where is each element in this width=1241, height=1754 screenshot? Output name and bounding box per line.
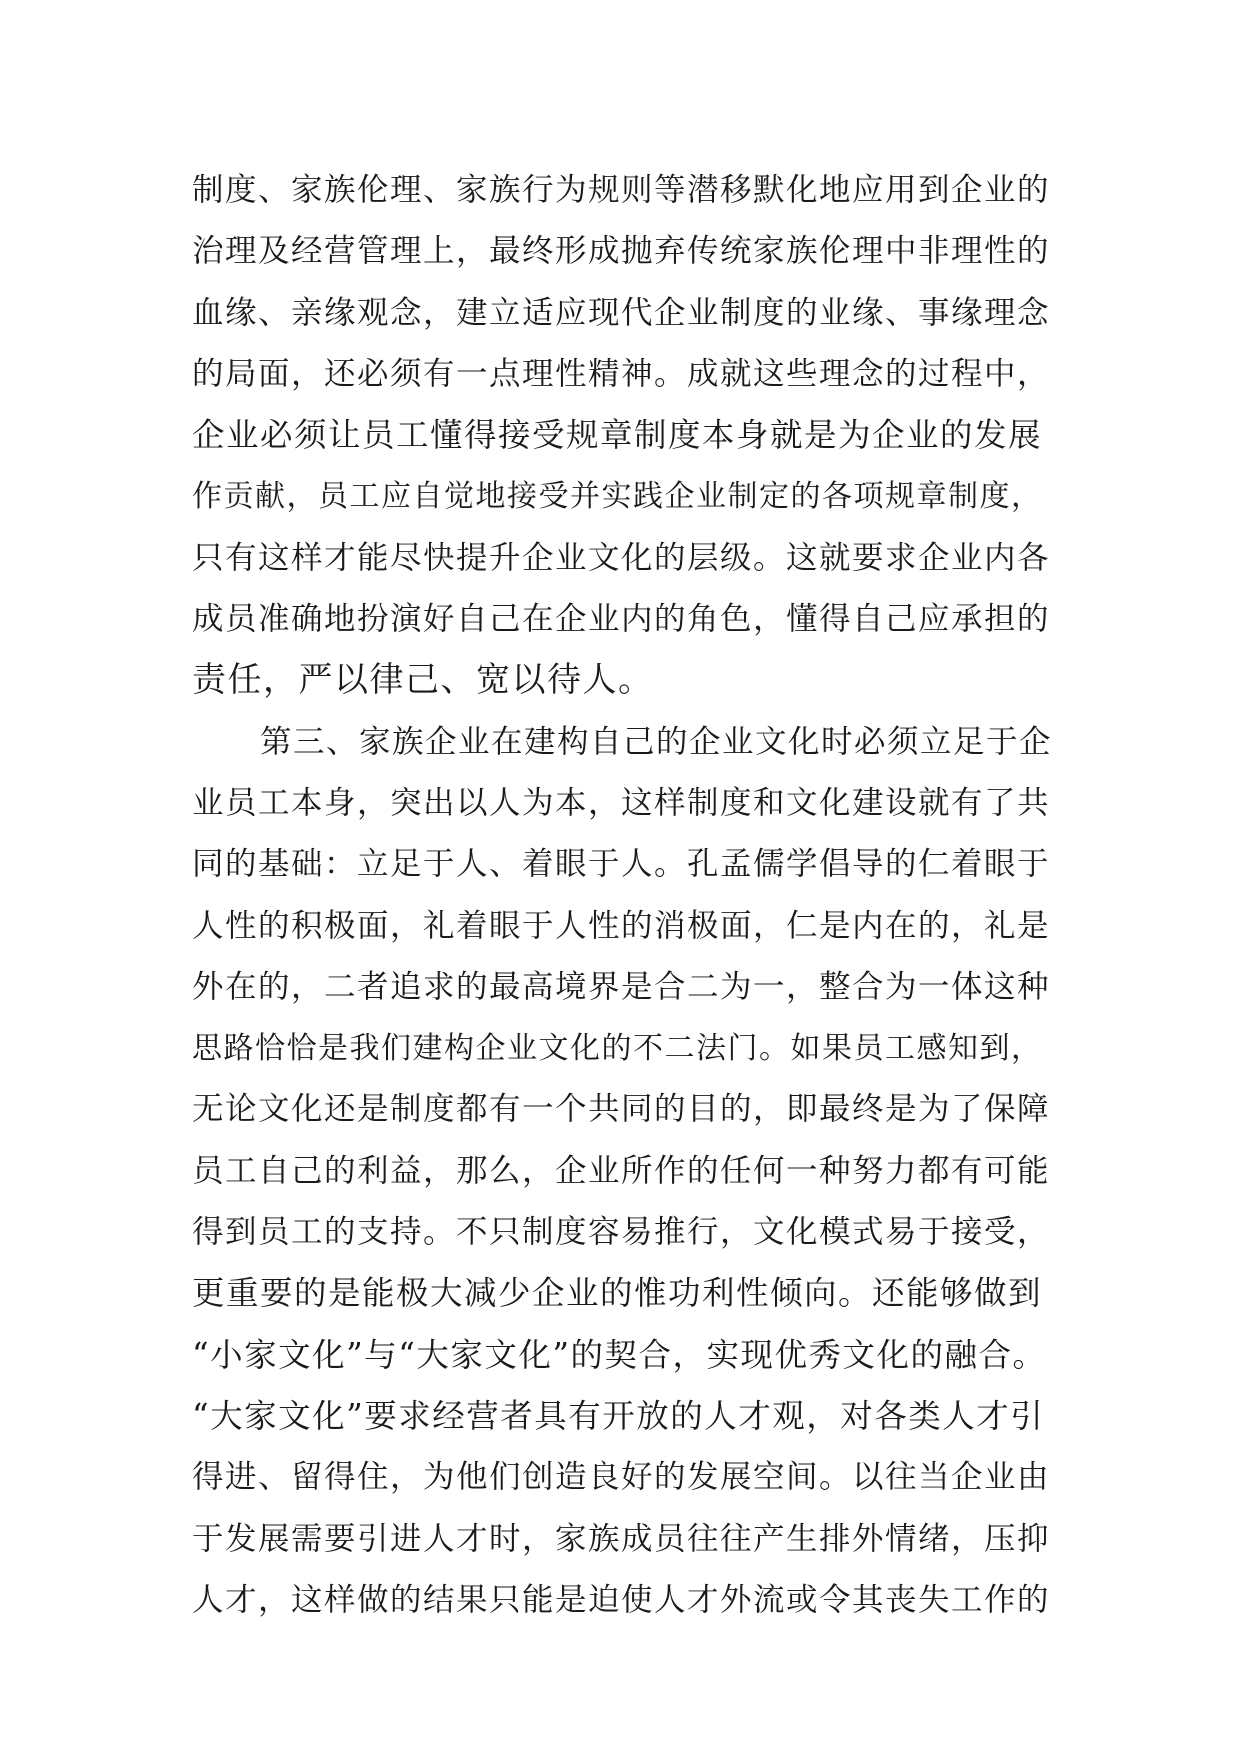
text-line: 人才，这样做的结果只能是迫使人才外流或令其丧失工作的 <box>192 1581 1051 1618</box>
text-line: 于发展需要引进人才时，家族成员往往产生排外情绪，压抑 <box>192 1520 1051 1557</box>
text-line: 责任，严以律己、宽以待人。 <box>192 660 654 701</box>
paragraph-start-line: 第三、家族企业在建构自己的企业文化时必须立足于企 <box>260 723 1053 760</box>
text-line: “大家文化”要求经营者具有开放的人才观，对各类人才引 <box>192 1396 1045 1435</box>
text-line: 作贡献，员工应自觉地接受并实践企业制定的各项规章制度， <box>192 479 1043 515</box>
text-line: 更重要的是能极大减少企业的惟功利性倾向。还能够做到 <box>192 1274 1043 1313</box>
text-line: 人性的积极面，礼着眼于人性的消极面，仁是内在的，礼是 <box>192 907 1051 944</box>
text-line: 的局面，还必须有一点理性精神。成就这些理念的过程中， <box>192 355 1051 392</box>
text-line: 无论文化还是制度都有一个共同的目的，即最终是为了保障 <box>192 1091 1051 1128</box>
text-line: 治理及经营管理上，最终形成抛弃传统家族伦理中非理性的 <box>192 233 1051 270</box>
text-line: 得进、留得住，为他们创造良好的发展空间。以往当企业由 <box>192 1459 1051 1496</box>
text-line: 制度、家族伦理、家族行为规则等潜移默化地应用到企业的 <box>192 172 1051 208</box>
text-line: 成员准确地扮演好自己在企业内的角色，懂得自己应承担的 <box>192 601 1051 638</box>
text-line: 得到员工的支持。不只制度容易推行，文化模式易于接受， <box>192 1214 1051 1251</box>
text-line: 企业必须让员工懂得接受规章制度本身就是为企业的发展 <box>192 416 1043 455</box>
text-line: 外在的，二者追求的最高境界是合二为一，整合为一体这种 <box>192 968 1051 1005</box>
text-line: “小家文化”与“大家文化”的契合，实现优秀文化的融合。 <box>192 1335 1047 1374</box>
text-line: 员工自己的利益，那么，企业所作的任何一种努力都有可能 <box>192 1152 1051 1189</box>
text-line: 只有这样才能尽快提升企业文化的层级。这就要求企业内各 <box>192 539 1051 576</box>
body-text <box>192 160 1052 1631</box>
text-line: 血缘、亲缘观念，建立适应现代企业制度的业缘、事缘理念 <box>192 294 1051 331</box>
text-line: 思路恰恰是我们建构企业文化的不二法门。如果员工感知到， <box>192 1031 1043 1067</box>
text-line: 同的基础：立足于人、着眼于人。孔孟儒学倡导的仁着眼于 <box>192 846 1051 883</box>
text-line: 业员工本身，突出以人为本，这样制度和文化建设就有了共 <box>192 784 1051 821</box>
